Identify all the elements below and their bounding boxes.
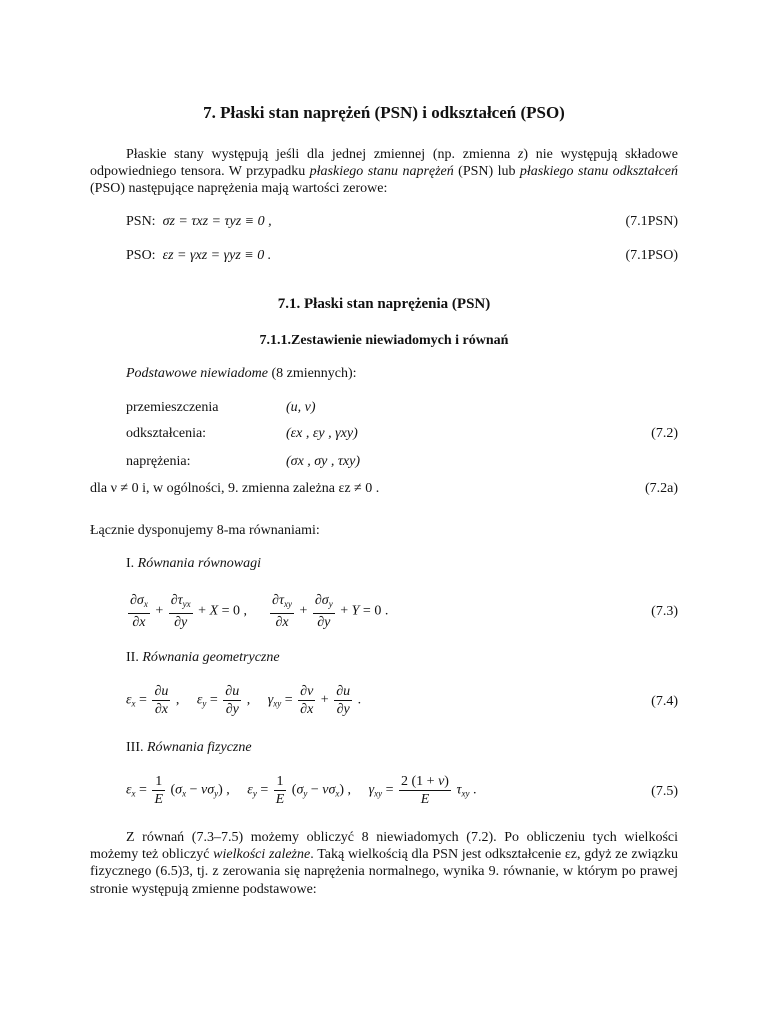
unknown-label: odkształcenia:	[126, 426, 207, 441]
unknown-value: (σx , σy , τxy)	[286, 454, 360, 469]
geometric-equations: $\varepsilon_x$ = $\frac{\partial u}{\partial x}$ , $\varepsilon_y$ = $\frac{\partial u}{\partial y}$ , $\gamma_{xy}$ = $\frac{\partial v}{\partial x}$ + $\frac{\partial u}{\partial y}$ .	[126, 684, 362, 717]
psn-equation-body: σz = τxz = τyz ≡ 0 ,	[162, 214, 272, 229]
equation-number-7-5: (7.5)	[651, 784, 678, 799]
group-roman: I.	[126, 556, 138, 571]
final-paragraph	[90, 829, 678, 898]
equilibrium-equations: $\frac{\partial\sigma_x}{\partial x}$ + $\frac{\partial\tau_{yx}}{\partial y}$ + X = 0 , $\frac{\partial\tau_{xy}}{\partial x}$ + $\frac{\partial\sigma_y}{\partial y}$ + Y = 0 .	[130, 593, 389, 630]
intro-var-z: z	[517, 147, 524, 162]
unknown-label: przemieszczenia	[126, 400, 219, 415]
equation-number-pso: (7.1PSO)	[625, 248, 678, 263]
equation-number-psn: (7.1PSN)	[625, 214, 678, 229]
group-roman: II.	[126, 650, 143, 665]
equations-count-text: Łącznie dysponujemy 8-ma równaniami:	[90, 523, 320, 538]
physical-equations: $\varepsilon_x$ = $\frac{1}{E}$ $(\sigma_x - \nu\sigma_y)$ , $\varepsilon_y$ = $\frac{1}{E}$ $(\sigma_y - \nu\sigma_x)$ , $\gamma_{xy}$ = $\frac{2 (1 + \nu)}{E}$ $\tau_{xy}$ .	[126, 774, 477, 807]
group-heading-equilibrium	[126, 556, 261, 572]
unknowns-lead-rest: (8 zmiennych):	[267, 366, 357, 381]
group-name: Równania fizyczne	[147, 740, 252, 755]
pso-equation-body: εz = γxz = γyz ≡ 0 .	[162, 248, 272, 263]
unknown-value: (εx , εy , γxy)	[286, 426, 358, 441]
intro-psn-term: płaskiego stanu naprężeń	[309, 164, 454, 180]
dependent-variable-line	[90, 481, 678, 501]
unknown-row-displacements	[0, 400, 768, 420]
intro-text-1: Płaskie stany występują jeśli dla jednej zmiennej (np. zmienna	[126, 147, 518, 162]
final-italic-term: wielkości zależne	[213, 847, 311, 863]
section-heading-7-1: 7.1. Płaski stan naprężenia (PSN)	[277, 296, 491, 312]
subsection-heading-7-1-1: 7.1.1.Zestawienie niewiadomych i równań	[259, 333, 509, 348]
unknown-label: naprężenia:	[126, 454, 191, 469]
final-text-1: Z równań (7.3–7.5) możemy obliczyć 8 niewiadomych (7.2). Po obliczeniu tych wielkości możemy też obliczyć	[90, 830, 678, 863]
unknown-row-stresses	[0, 454, 768, 474]
pso-label: PSO:	[126, 248, 156, 263]
intro-text-3: (PSN) lub	[453, 164, 520, 180]
group-name: Równania geometryczne	[142, 650, 280, 665]
unknown-row-strains	[0, 426, 768, 446]
equation-number-7-4: (7.4)	[651, 694, 678, 709]
equation-number-7-2a: (7.2a)	[644, 481, 678, 496]
unknowns-lead	[126, 366, 357, 382]
intro-paragraph	[90, 146, 678, 198]
final-text-2: . Taką wielkością dla PSN jest odkształcenie εz, gdyż ze związku fizycznego (6.5)3, tj. z zerowania się naprężenia normalnego, wynika 9. równanie, w którym po prawej stronie występują zmienne podstawowe:	[90, 847, 678, 897]
group-name: Równania równowagi	[137, 556, 261, 571]
psn-label: PSN:	[126, 214, 156, 229]
equation-number-7-2: (7.2)	[651, 426, 678, 441]
group-heading-geometric	[126, 650, 280, 666]
group-roman: III.	[126, 740, 147, 755]
dependent-variable-text: dla ν ≠ 0 i, w ogólności, 9. zmienna zależna εz ≠ 0 .	[90, 481, 380, 496]
equation-number-7-3: (7.3)	[651, 604, 678, 619]
intro-pso-term: płaskiego stanu odkształceń	[519, 164, 679, 180]
intro-text-4: (PSO) następujące naprężenia mają wartości zerowe:	[90, 181, 388, 197]
equation-pso	[126, 248, 678, 268]
group-heading-physical	[126, 740, 252, 756]
unknown-value: (u, v)	[286, 400, 316, 415]
intro-text-2: ) nie występują składowe odpowiedniego tensora. W przypadku	[90, 147, 678, 180]
unknowns-lead-italic: Podstawowe niewiadome	[126, 366, 268, 381]
equation-psn	[126, 214, 678, 234]
chapter-title: 7. Płaski stan naprężeń (PSN) i odkształceń (PSO)	[203, 103, 565, 122]
